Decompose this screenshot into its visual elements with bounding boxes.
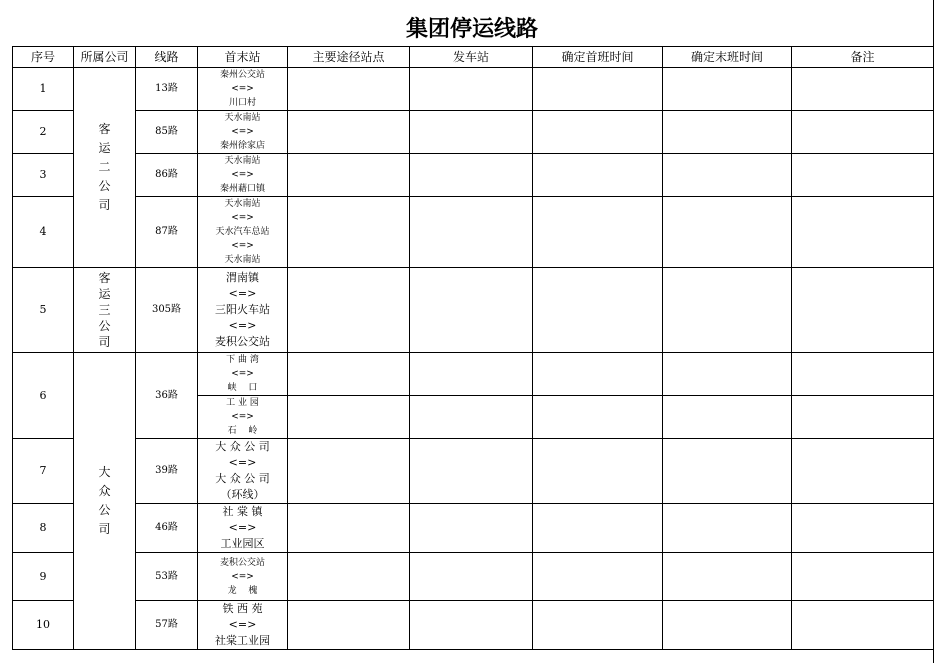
table-row	[13, 439, 934, 504]
route-number: 57路	[136, 601, 198, 650]
terminals-cell: 下 曲 湾 <=> 峡 口	[198, 353, 288, 396]
remarks-cell[interactable]	[792, 154, 934, 197]
last-bus-time-cell[interactable]	[663, 68, 792, 111]
header-company: 所属公司	[74, 47, 136, 68]
header-terminals: 首末站	[198, 47, 288, 68]
header-row	[13, 47, 934, 68]
route-table	[12, 46, 934, 650]
route-number: 305路	[136, 268, 198, 353]
remarks-cell[interactable]	[792, 111, 934, 154]
row-index: 10	[13, 601, 74, 650]
last-bus-time-cell[interactable]	[663, 353, 792, 396]
main-stops-cell[interactable]	[288, 439, 410, 504]
table-row	[13, 504, 934, 553]
remarks-cell[interactable]	[792, 68, 934, 111]
terminals-cell: 秦州公交站 <=> 川口村	[198, 68, 288, 111]
departure-station-cell[interactable]	[410, 439, 533, 504]
remarks-cell[interactable]	[792, 268, 934, 353]
departure-station-cell[interactable]	[410, 154, 533, 197]
table-row	[13, 353, 934, 396]
first-bus-time-cell[interactable]	[533, 197, 663, 268]
last-bus-time-cell[interactable]	[663, 111, 792, 154]
main-stops-cell[interactable]	[288, 504, 410, 553]
row-index: 2	[13, 111, 74, 154]
departure-station-cell[interactable]	[410, 111, 533, 154]
last-bus-time-cell[interactable]	[663, 396, 792, 439]
route-number: 39路	[136, 439, 198, 504]
table-row	[13, 111, 934, 154]
row-index: 5	[13, 268, 74, 353]
terminals-cell: 工 业 园 <=> 石 岭	[198, 396, 288, 439]
first-bus-time-cell[interactable]	[533, 268, 663, 353]
remarks-cell[interactable]	[792, 553, 934, 601]
header-remarks: 备注	[792, 47, 934, 68]
header-last-bus-time: 确定末班时间	[663, 47, 792, 68]
departure-station-cell[interactable]	[410, 553, 533, 601]
departure-station-cell[interactable]	[410, 396, 533, 439]
terminals-cell: 渭南镇 <=> 三阳火车站 <=> 麦积公交站	[198, 268, 288, 353]
main-stops-cell[interactable]	[288, 111, 410, 154]
last-bus-time-cell[interactable]	[663, 553, 792, 601]
route-number: 53路	[136, 553, 198, 601]
page-title: 集团停运线路	[405, 16, 538, 42]
first-bus-time-cell[interactable]	[533, 553, 663, 601]
last-bus-time-cell[interactable]	[663, 154, 792, 197]
route-number: 13路	[136, 68, 198, 111]
terminals-cell: 大 众 公 司 <=> 大 众 公 司 （环线）	[198, 439, 288, 504]
first-bus-time-cell[interactable]	[533, 68, 663, 111]
main-stops-cell[interactable]	[288, 68, 410, 111]
main-stops-cell[interactable]	[288, 268, 410, 353]
first-bus-time-cell[interactable]	[533, 504, 663, 553]
remarks-cell[interactable]	[792, 601, 934, 650]
company-cell: 客 运 二 公 司	[74, 68, 136, 268]
terminals-cell: 铁 西 苑 <=> 社棠工业园	[198, 601, 288, 650]
main-stops-cell[interactable]	[288, 601, 410, 650]
terminals-cell: 天水南站 <=> 天水汽车总站 <=> 天水南站	[198, 197, 288, 268]
main-stops-cell[interactable]	[288, 154, 410, 197]
company-cell: 大 众 公 司	[74, 353, 136, 650]
first-bus-time-cell[interactable]	[533, 396, 663, 439]
departure-station-cell[interactable]	[410, 504, 533, 553]
route-number: 36路	[136, 353, 198, 439]
table-row	[13, 68, 934, 111]
table-row	[13, 154, 934, 197]
departure-station-cell[interactable]	[410, 197, 533, 268]
first-bus-time-cell[interactable]	[533, 353, 663, 396]
remarks-cell[interactable]	[792, 504, 934, 553]
remarks-cell[interactable]	[792, 197, 934, 268]
terminals-cell: 社 棠 镇 <=> 工业园区	[198, 504, 288, 553]
row-index: 7	[13, 439, 74, 504]
terminals-cell: 天水南站 <=> 秦州徐家店	[198, 111, 288, 154]
last-bus-time-cell[interactable]	[663, 601, 792, 650]
departure-station-cell[interactable]	[410, 268, 533, 353]
header-departure-station: 发车站	[410, 47, 533, 68]
main-stops-cell[interactable]	[288, 396, 410, 439]
route-number: 86路	[136, 154, 198, 197]
departure-station-cell[interactable]	[410, 68, 533, 111]
table-row	[13, 553, 934, 601]
row-index: 1	[13, 68, 74, 111]
table-row	[13, 197, 934, 268]
remarks-cell[interactable]	[792, 439, 934, 504]
terminals-cell: 麦积公交站 <=> 龙 槐	[198, 553, 288, 601]
header-index: 序号	[13, 47, 74, 68]
main-stops-cell[interactable]	[288, 197, 410, 268]
row-index: 9	[13, 553, 74, 601]
route-number: 85路	[136, 111, 198, 154]
remarks-cell[interactable]	[792, 353, 934, 396]
table-row	[13, 601, 934, 650]
header-route: 线路	[136, 47, 198, 68]
company-cell: 客 运 三 公 司	[74, 268, 136, 353]
first-bus-time-cell[interactable]	[533, 154, 663, 197]
row-index: 8	[13, 504, 74, 553]
route-number: 87路	[136, 197, 198, 268]
last-bus-time-cell[interactable]	[663, 197, 792, 268]
first-bus-time-cell[interactable]	[533, 439, 663, 504]
departure-station-cell[interactable]	[410, 353, 533, 396]
row-index: 3	[13, 154, 74, 197]
row-index: 6	[13, 353, 74, 439]
last-bus-time-cell[interactable]	[663, 504, 792, 553]
terminals-cell: 天水南站 <=> 秦州藉口镇	[198, 154, 288, 197]
departure-station-cell[interactable]	[410, 601, 533, 650]
row-index: 4	[13, 197, 74, 268]
route-number: 46路	[136, 504, 198, 553]
header-main-stops: 主要途径站点	[288, 47, 410, 68]
header-first-bus-time: 确定首班时间	[533, 47, 663, 68]
last-bus-time-cell[interactable]	[663, 439, 792, 504]
last-bus-time-cell[interactable]	[663, 268, 792, 353]
main-stops-cell[interactable]	[288, 553, 410, 601]
first-bus-time-cell[interactable]	[533, 111, 663, 154]
main-stops-cell[interactable]	[288, 353, 410, 396]
first-bus-time-cell[interactable]	[533, 601, 663, 650]
remarks-cell[interactable]	[792, 396, 934, 439]
table-row	[13, 268, 934, 353]
